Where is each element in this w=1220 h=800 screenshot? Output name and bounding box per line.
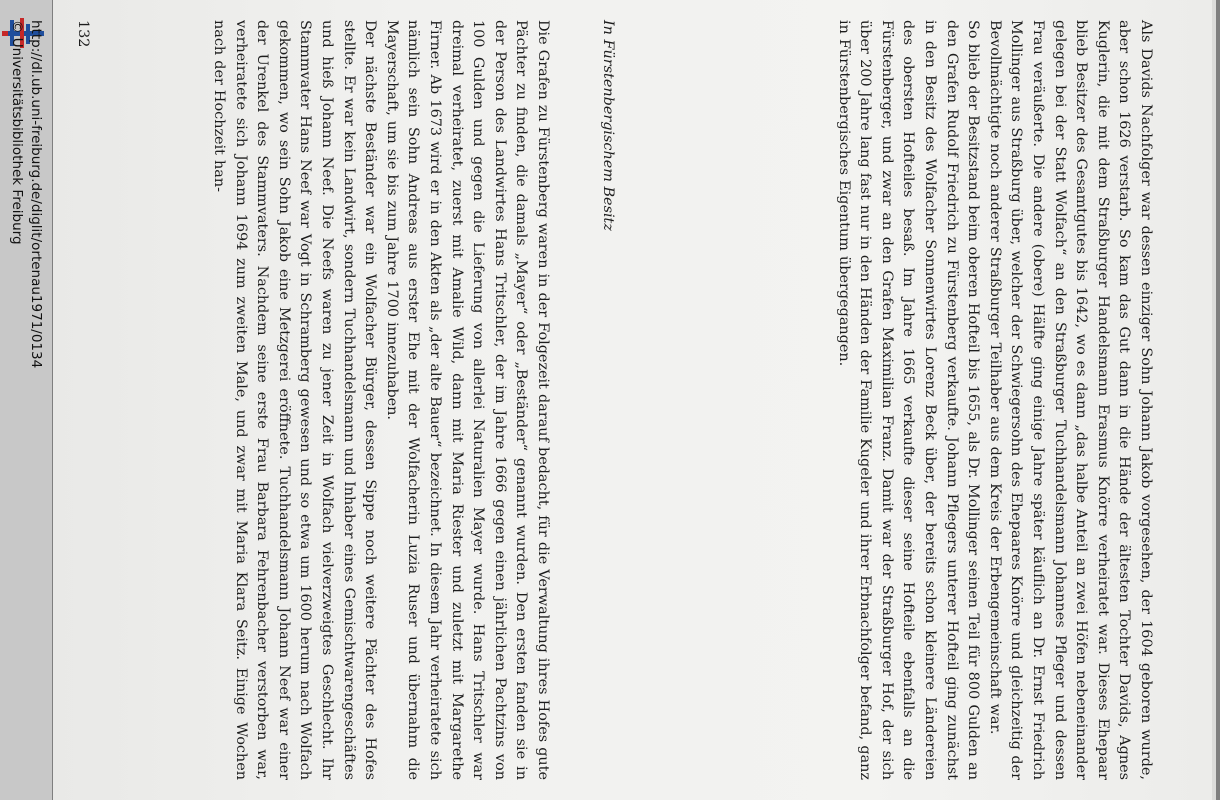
paragraph: So blieb der Besitzstand beim oberen Hofteil bis 1655, als Dr. Mollinger seinen Teil für 800 Gulden an den Grafen Rudolf Friedrich zu Fürstenberg verkaufte. Johann Pflegers unterer Hofteil ging zunächst in den Besitz des Wolfacher Sonnenwirtes Lorenz Beck über, der bereits schon kleinere Ländereien des obersten Hofteiles besaß. Im Jahre 1665 verkaufte dieser seine Hofteile ebenfalls an die Fürstenberger, und zwar an den Grafen Maximilian Franz. Damit war der Straßburger Hof, der sich über 200 Jahre lang fast nur in den Händen der Familie Kugeler und ihrer Erbnachfolger befand, ganz in Fürstenbergisches Eigentum übergegangen. xyxy=(835,20,982,780)
copyright-notice: © Universitätsbibliothek Freiburg xyxy=(9,20,25,245)
section-heading: In Fürstenbergischem Besitz xyxy=(600,20,616,231)
text-section-top xyxy=(832,20,1156,780)
viewer-sidebar xyxy=(0,0,52,800)
text-section-bottom xyxy=(208,20,554,780)
paragraph: Die Grafen zu Fürstenberg waren in der Folgezeit darauf bedacht, für die Verwaltung ihres Hofes gute Pächter zu finden, die damals „Mayer“ oder „Beständer“ genannt wurden. Den ersten fanden sie in der Person des Landwirtes Hans Tritschler, der im Jahre 1666 gegen einen jährlichen Pachtzins von 100 Gulden und gegen die Lieferung von allerlei Naturalien Mayer wurde. Hans Tritschler war dreimal verheiratet, zuerst mit Amalie Wild, dann mit Maria Riester und zuletzt mit Margarethe Firner. Ab 1673 wird er in den Akten als „der alte Bauer“ bezeichnet. In diesem Jahr verheiratete sich nämlich sein Sohn Andreas aus erster Ehe mit der Wolfacherin Luzia Ruser und übernahm die Mayerschaft, um sie bis zum Jahre 1700 innezuhaben. xyxy=(383,20,551,780)
source-url[interactable]: http://dl.ub.uni-freiburg.de/diglit/ortenau1971/0134 xyxy=(28,20,44,369)
page-content-rotated xyxy=(53,20,1216,780)
paragraph: Als Davids Nachfolger war dessen einziger Sohn Johann Jakob vorgesehen, der 1604 geboren wurde, aber schon 1626 verstarb. So kam das Gut dann in die Hände der ältesten Tochter Davids, Agnes Kuglerin, die mit dem Straßburger Handelsmann Erasmus Knörre verheiratet war. Dieses Ehepaar blieb Besitzer des Gesamtgutes bis 1642, wo es dann „das halbe Anteil an zwei Höfen nebeneinander gelegen bei der Statt Wolfach“ an den Straßburger Tuchhandelsmann Johannes Pfleger und dessen Frau veräußerte. Die andere (obere) Hälfte ging einige Jahre später käuflich an Dr. Ernst Friedrich Mollinger aus Straßburg über, welcher der Schwiegersohn des Ehepaares Knörre und gleichzeitig der Bevollmächtigte noch anderer Straßburger Teilhaber aus dem Kreis der Erbengemeinschaft war. xyxy=(986,20,1154,780)
viewer-footer xyxy=(0,0,52,800)
scanned-page xyxy=(53,0,1216,800)
page-number: 132 xyxy=(75,20,91,48)
paragraph: Der nächste Beständer war ein Wolfacher Bürger, dessen Sippe noch weitere Pächter des Hofes stellte. Er war kein Landwirt, sondern Tuchhandelsmann und Inhaber eines Gemischtwarengeschäftes und hieß Johann Neef. Die Neefs waren zu jener Zeit in Wolfach vielverzweigtes Geschlecht. Ihr Stammvater Hans Neef war Vogt in Schramberg gewesen und so etwa um 1600 herum nach Wolfach gekommen, wo sein Sohn Jakob eine Metzgerei eröffnete. Tuchhandelsmann Johann Neef war einer der Urenkel des Stammvaters. Nachdem seine erste Frau Barbara Fehrenbacher verstorben war, verheiratete sich Johann 1694 zum zweiten Male, und zwar mit Maria Klara Seitz. Einige Wochen nach der Hochzeit han- xyxy=(211,20,379,780)
